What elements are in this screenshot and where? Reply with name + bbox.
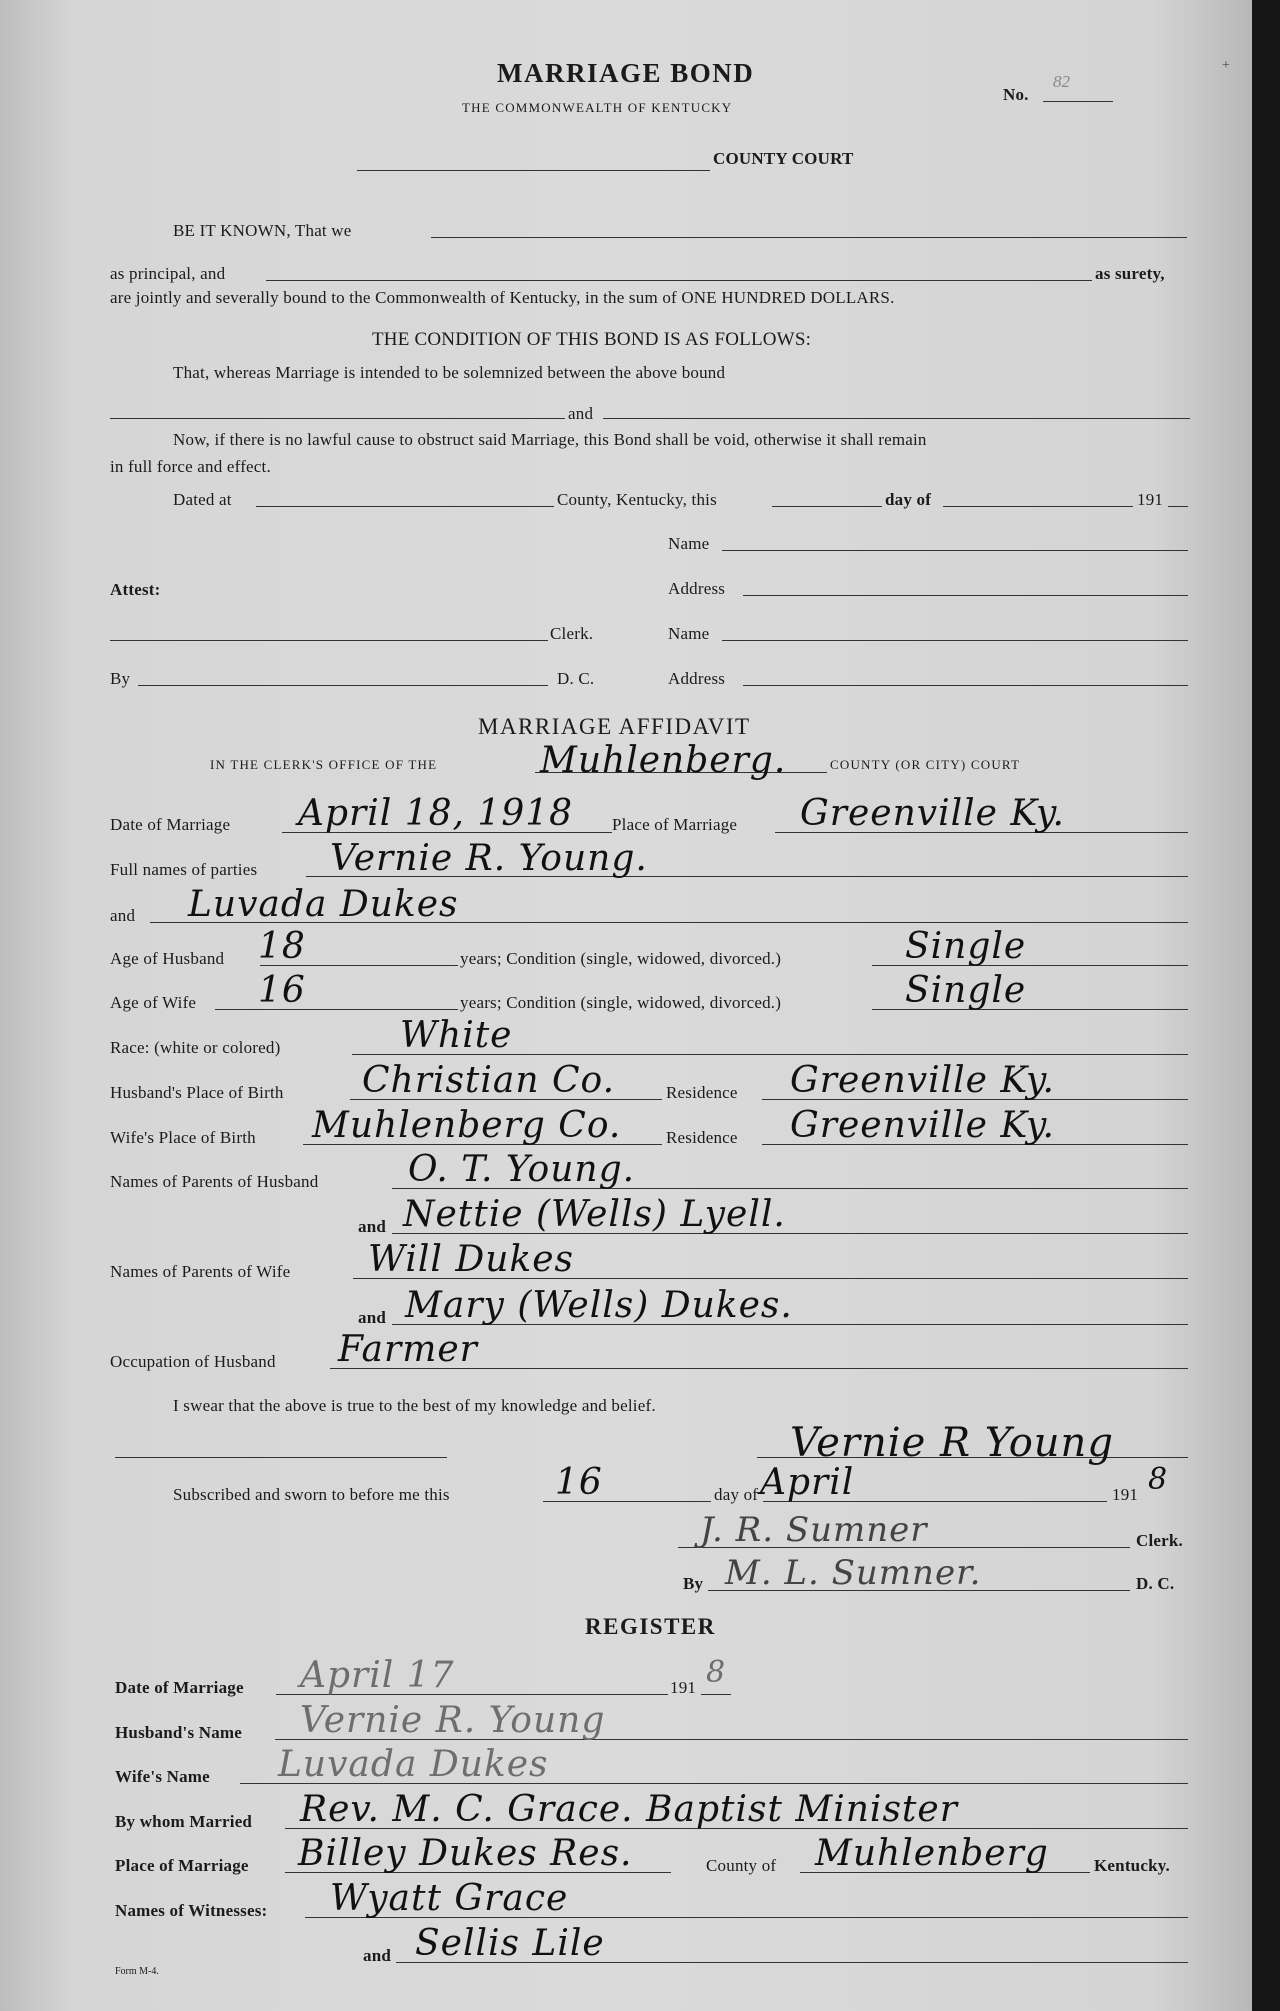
county-ky-this: County, Kentucky, this [557,490,717,509]
principal-line [266,280,1092,281]
year-line [1168,506,1188,507]
bond-no-label: No. [1003,85,1029,104]
parents-wife-label: Names of Parents of Wife [110,1262,291,1281]
register-witness-and: and [363,1946,392,1965]
party-2-name: Luvada Dukes [188,884,459,925]
office-prefix: IN THE CLERK'S OFFICE OF THE [210,757,438,772]
subscribed-label: Subscribed and sworn to before me this [173,1485,450,1504]
husband-residence-label: Residence [666,1083,738,1102]
affidavit-county: Muhlenberg. [540,740,787,781]
register-kentucky: Kentucky. [1094,1856,1170,1875]
bond-no-line [1043,101,1113,102]
attest-label: Attest: [110,580,161,599]
race-label: Race: (white or colored) [110,1038,281,1057]
age-husband-value: 18 [258,926,306,967]
husband-birth-value: Christian Co. [362,1060,616,1101]
day-of: day of [885,490,932,509]
office-suffix: COUNTY (OR CITY) COURT [830,757,1021,772]
place-of-marriage-value: Greenville Ky. [800,793,1065,834]
register-year-prefix: 191 [670,1678,697,1697]
sworn-day-of: day of [714,1485,759,1504]
age-wife-line [215,1009,458,1010]
register-husband-label: Husband's Name [115,1723,243,1742]
dc-label: D. C. [557,669,595,688]
affiant-signature: Vernie R Young [790,1420,1114,1466]
age-wife-label: Age of Wife [110,993,197,1012]
wife-mother-value: Mary (Wells) Dukes. [405,1285,793,1326]
register-date-label: Date of Marriage [115,1678,244,1697]
by-line [138,685,548,686]
be-it-known: BE IT KNOWN, That we [173,221,352,240]
party-and-label: and [110,906,136,925]
affidavit-title: MARRIAGE AFFIDAVIT [478,714,751,739]
years-condition-husband: years; Condition (single, widowed, divorced.) [460,949,782,968]
address-line-2 [743,685,1188,686]
bond-no-value: 82 [1053,72,1070,91]
sworn-year-prefix: 191 [1112,1485,1139,1504]
register-year-line [701,1694,731,1695]
by-label: By [110,669,131,688]
register-witness-1: Wyatt Grace [330,1878,569,1919]
husband-mother-and: and [358,1217,387,1236]
sworn-month-value: April [760,1462,855,1503]
wife-mother-and: and [358,1308,387,1327]
party-line-1 [110,418,565,419]
address-line-1 [743,595,1188,596]
day-line [772,506,882,507]
register-year-suffix: 8 [706,1655,727,1690]
husband-residence-value: Greenville Ky. [790,1060,1055,1101]
condition-wife-value: Single [905,970,1027,1011]
county-court-line [357,170,710,171]
county-court-label: COUNTY COURT [713,149,854,168]
dated-at: Dated at [173,490,232,509]
register-place-label: Place of Marriage [115,1856,249,1875]
clerk-label: Clerk. [550,624,594,643]
now-if-line-1: Now, if there is no lawful cause to obstruct said Marriage, this Bond shall be void, otherwise it shall remain [173,430,927,449]
full-names-label: Full names of parties [110,860,258,879]
register-title: REGISTER [585,1614,716,1639]
sworn-day-value: 16 [555,1462,603,1503]
bond-and: and [568,404,594,423]
address-label-1: Address [668,579,726,598]
jointly-bound: are jointly and severally bound to the Commonwealth of Kentucky, in the sum of ONE HUNDRED DOLLARS. [110,288,895,307]
register-by-whom-label: By whom Married [115,1812,253,1831]
as-surety: as surety, [1095,264,1165,283]
affidavit-clerk-label: Clerk. [1136,1531,1183,1550]
date-of-marriage-value: April 18, 1918 [298,793,574,834]
condition-heading: THE CONDITION OF THIS BOND IS AS FOLLOWS: [372,329,812,350]
condition-husband-value: Single [905,926,1027,967]
occupation-value: Farmer [338,1329,478,1370]
husband-mother-value: Nettie (Wells) Lyell. [403,1194,786,1235]
wife-birth-label: Wife's Place of Birth [110,1128,256,1147]
party-1-name: Vernie R. Young. [330,838,648,879]
occupation-label: Occupation of Husband [110,1352,276,1371]
sworn-year-suffix: 8 [1148,1462,1169,1497]
years-condition-wife: years; Condition (single, widowed, divorced.) [460,993,782,1012]
register-wife-label: Wife's Name [115,1767,210,1786]
bond-subtitle: THE COMMONWEALTH OF KENTUCKY [462,100,733,115]
form-number: Form M-4. [115,1966,159,1977]
register-witness-label: Names of Witnesses: [115,1901,268,1920]
as-principal: as principal, and [110,264,226,283]
wife-father-value: Will Dukes [368,1239,574,1280]
age-husband-label: Age of Husband [110,949,225,968]
date-of-marriage-label: Date of Marriage [110,815,231,834]
register-witness-2: Sellis Lile [415,1923,605,1964]
name-label-2: Name [668,624,710,643]
be-it-known-line [431,237,1187,238]
corner-mark: + [1222,58,1230,73]
dc-signature: M. L. Sumner. [725,1553,982,1593]
month-line [943,506,1133,507]
place-of-marriage-label: Place of Marriage [612,815,738,834]
wife-residence-value: Greenville Ky. [790,1105,1055,1146]
affidavit-dc-label: D. C. [1136,1574,1175,1593]
register-by-whom-value: Rev. M. C. Grace. Baptist Minister [300,1789,958,1830]
page-edge [1252,0,1280,2011]
husband-father-value: O. T. Young. [408,1149,636,1190]
name-line-2 [722,640,1188,641]
swear-left-line [115,1457,447,1458]
wife-birth-value: Muhlenberg Co. [312,1105,622,1146]
dated-at-line [256,506,554,507]
register-husband-value: Vernie R. Young [300,1700,606,1741]
age-wife-value: 16 [258,970,306,1011]
name-label-1: Name [668,534,710,553]
year-prefix: 191 [1137,490,1164,509]
affidavit-by-label: By [683,1574,704,1593]
husband-birth-label: Husband's Place of Birth [110,1083,284,1102]
wife-residence-label: Residence [666,1128,738,1147]
register-county-value: Muhlenberg [815,1833,1049,1874]
address-label-2: Address [668,669,726,688]
name-line-1 [722,550,1188,551]
register-wife-value: Luvada Dukes [278,1744,549,1785]
register-date-value: April 17 [300,1655,455,1696]
register-county-of: County of [706,1856,777,1875]
swear-statement: I swear that the above is true to the best of my knowledge and belief. [173,1396,656,1415]
parents-husband-label: Names of Parents of Husband [110,1172,319,1191]
now-if-line-2: in full force and effect. [110,457,271,476]
clerk-line [110,640,548,641]
bond-title: MARRIAGE BOND [497,58,755,88]
clerk-signature: J. R. Sumner [700,1510,928,1550]
race-value: White [400,1015,513,1056]
party-line-2 [603,418,1190,419]
register-place-value: Billey Dukes Res. [298,1833,633,1874]
whereas-text: That, whereas Marriage is intended to be solemnized between the above bound [173,363,726,382]
